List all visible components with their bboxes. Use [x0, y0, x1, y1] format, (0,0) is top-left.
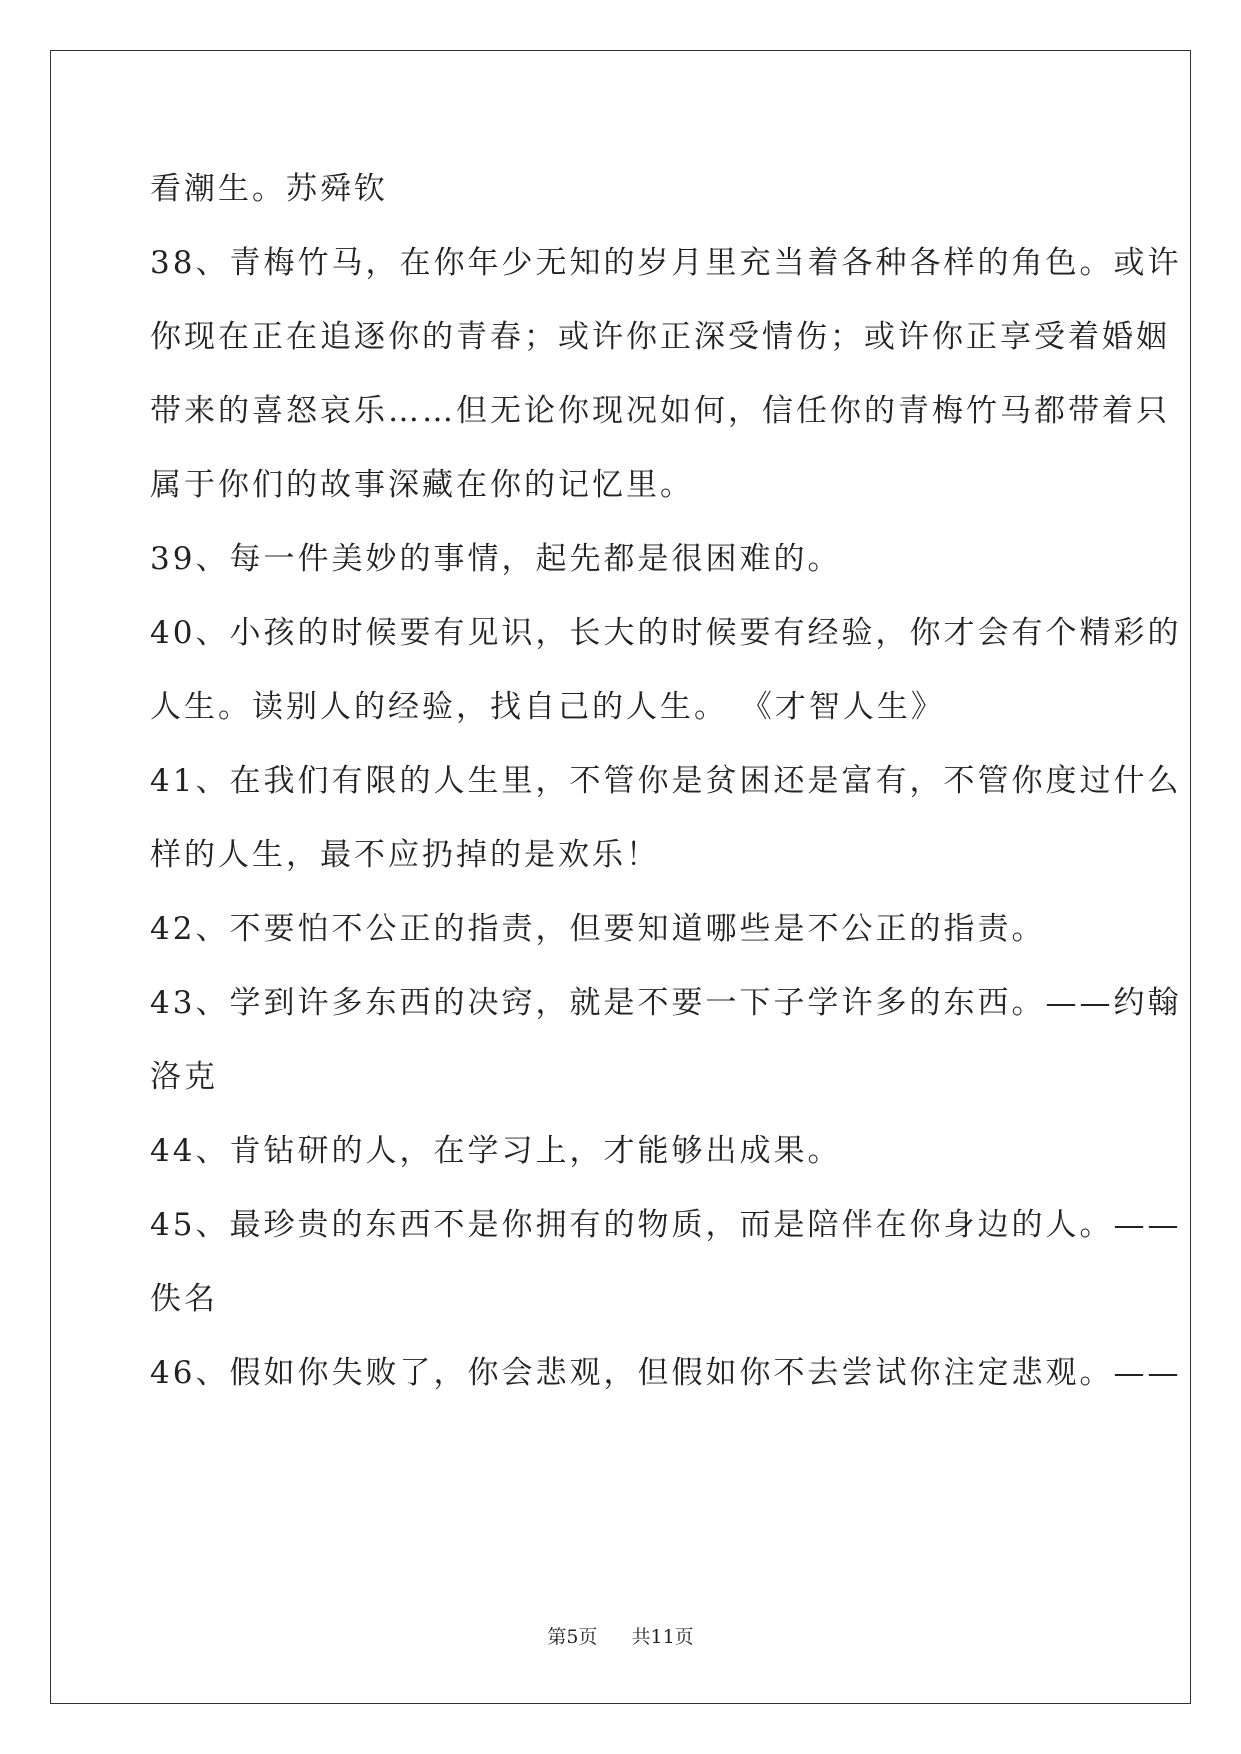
page-total: 共11页: [631, 1626, 694, 1648]
page-border: [50, 50, 1191, 1704]
text-line: 39、每一件美妙的事情，起先都是很困难的。: [150, 541, 842, 577]
text-line: 带来的喜怒哀乐……但无论你现况如何，信任你的青梅竹马都带着只: [150, 393, 1170, 429]
text-line: 46、假如你失败了，你会悲观，但假如你不去尝试你注定悲观。——: [150, 1355, 1182, 1391]
text-line: 44、肯钻研的人，在学习上，才能够出成果。: [150, 1133, 842, 1169]
text-line: 洛克: [150, 1059, 218, 1095]
text-line: 样的人生，最不应扔掉的是欢乐！: [150, 837, 660, 873]
text-line: 人生。读别人的经验，找自己的人生。 《才智人生》: [150, 689, 945, 725]
text-line: 38、青梅竹马，在你年少无知的岁月里充当着各种各样的角色。或许: [150, 245, 1182, 281]
text-line: 42、不要怕不公正的指责，但要知道哪些是不公正的指责。: [150, 911, 1046, 947]
text-line: 你现在正在追逐你的青春；或许你正深受情伤；或许你正享受着婚姻: [150, 319, 1170, 355]
text-line: 41、在我们有限的人生里，不管你是贫困还是富有，不管你度过什么: [150, 763, 1182, 799]
text-line: 43、学到许多东西的决窍，就是不要一下子学许多的东西。——约翰: [150, 985, 1182, 1021]
page-number: 第5页: [547, 1626, 598, 1648]
text-line: 属于你们的故事深藏在你的记忆里。: [150, 467, 694, 503]
text-line: 看潮生。苏舜钦: [150, 171, 388, 207]
text-line: 40、小孩的时候要有见识，长大的时候要有经验，你才会有个精彩的: [150, 615, 1182, 651]
text-line: 佚名: [150, 1281, 218, 1317]
page-footer: [0, 1622, 1241, 1649]
text-line: 45、最珍贵的东西不是你拥有的物质，而是陪伴在你身边的人。——: [150, 1207, 1182, 1243]
